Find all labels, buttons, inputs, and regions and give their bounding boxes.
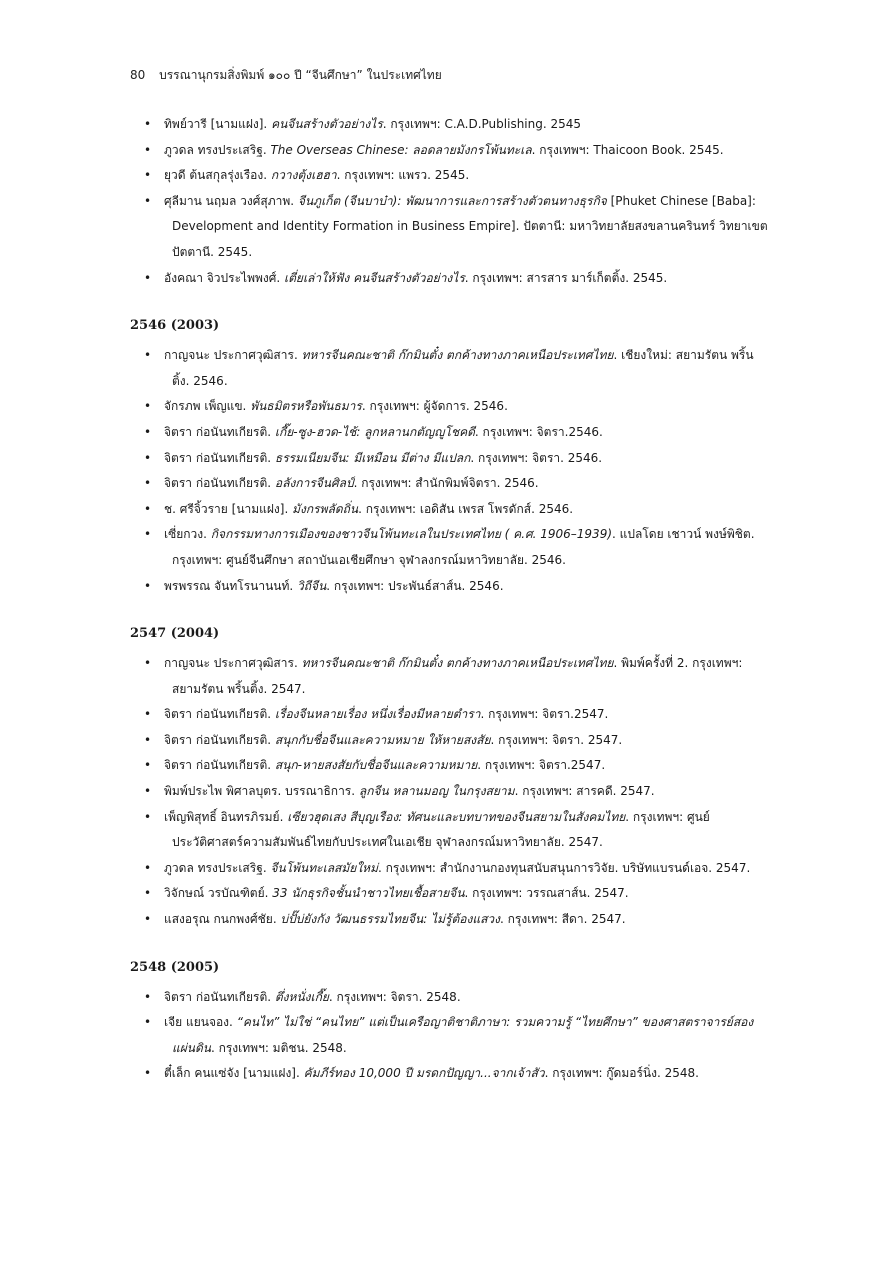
entry-title: เกี๊ย-ซูง-ฮวด-ไช้: ลูกหลานกตัญญูโชคดี [274, 424, 475, 439]
bullet-icon: • [144, 424, 152, 439]
bullet-icon: • [144, 527, 152, 542]
entry-publication: . แปลโดย เชาวน์ พงษ์พิชิต. กรุงเทพฯ: ศูนย์จีนศึกษา สถาบันเอเชียศึกษา จุฬาลงกรณ์มหาวิทยาลัย. 2546. [172, 527, 755, 567]
entry-author: ภูวดล ทรงประเสริฐ. [164, 142, 271, 157]
bibliography-section [130, 315, 770, 599]
bibliography-entry [130, 497, 770, 523]
entry-author: พรพรรณ จันทโรนานนท์. [164, 578, 298, 593]
entry-author: แสงอรุณ กนกพงศ์ชัย. [164, 912, 281, 927]
entry-publication: . กรุงเทพฯ: จิตรา.2547. [480, 707, 609, 722]
bullet-icon: • [144, 501, 152, 516]
entry-title: คนจีนสร้างตัวอย่างไร [271, 117, 383, 131]
entry-publication: . กรุงเทพฯ: ผู้จัดการ. 2546. [361, 399, 508, 414]
entry-author: เจีย แยนจอง. [164, 1015, 237, 1030]
entry-author: เพ็ญพิสุทธิ์ อินทรภิรมย์. [164, 809, 288, 824]
entry-author: จิตรา ก่อนันทเกียรติ. [164, 476, 275, 491]
entry-title: 33 นักธุรกิจชั้นนำชาวไทยเชื้อสายจีน [272, 886, 465, 901]
entry-author: กาญจนะ ประกาศวุฒิสาร. [164, 656, 302, 671]
entry-publication: . กรุงเทพฯ: แพรว. 2545. [336, 168, 470, 183]
entry-author: ยุวดี ต้นสกุลรุ่งเรือง. [164, 168, 271, 183]
entry-author: จิตรา ก่อนันทเกียรติ. [164, 450, 275, 465]
bibliography-section [130, 112, 770, 291]
entry-title: ลูกจีน หลานมอญ ในกรุงสยาม [358, 784, 515, 799]
entry-title: วิถีจีน [297, 578, 327, 593]
bibliography-entry [130, 446, 770, 472]
entry-publication: . พิมพ์ครั้งที่ 2. กรุงเทพฯ: สยามรัตน พริ้นติ้ง. 2547. [172, 656, 743, 696]
entry-publication: . กรุงเทพฯ: ประพันธ์สาส์น. 2546. [326, 578, 504, 593]
entry-title: เตี่ยเล่าให้ฟัง คนจีนสร้างตัวอย่างไร [284, 270, 465, 285]
bibliography-entry [130, 1061, 770, 1087]
entry-publication: . กรุงเทพฯ: จิตรา. 2547. [490, 732, 623, 747]
bibliography-entry [130, 163, 770, 189]
entry-title: คัมภีร์ทอง 10,000 ปี มรดกปัญญา...จากเจ้าสัว [303, 1066, 545, 1081]
bullet-icon: • [144, 193, 152, 208]
entry-list [130, 651, 770, 933]
bullet-icon: • [144, 476, 152, 491]
entry-publication: [Phuket Chinese [Baba]: Development and Identity Formation in Business Empire]. ปัตตานี: มหาวิทยาลัยสงขลานครินทร์ วิทยาเขตปัตตานี. 2545. [172, 193, 768, 259]
entry-publication: . เชียงใหม่: สยามรัตน พริ้นติ้ง. 2546. [172, 348, 754, 388]
bullet-icon: • [144, 117, 152, 131]
entry-author: จิตรา ก่อนันทเกียรติ. [164, 707, 275, 722]
bullet-icon: • [144, 399, 152, 414]
bullet-icon: • [144, 1066, 152, 1081]
bibliography-entry [130, 112, 770, 138]
bibliography-section [130, 957, 770, 1087]
entry-author: ทิพย์วารี [นามแฝง]. [164, 117, 272, 131]
entry-author: จิตรา ก่อนันทเกียรติ. [164, 989, 275, 1004]
entry-list [130, 343, 770, 599]
bibliography-entry [130, 753, 770, 779]
bibliography-entry [130, 985, 770, 1011]
entry-publication: . กรุงเทพฯ: สำนักงานกองทุนสนับสนุนการวิจัย. บริษัทแบรนด์เอจ. 2547. [378, 860, 751, 875]
entry-publication: . กรุงเทพฯ: วรรณสาส์น. 2547. [464, 886, 629, 901]
entry-title: ตึ่งหนั่งเกี๊ย [274, 989, 329, 1004]
bibliography-entry [130, 728, 770, 754]
section-heading: 2548 (2005) [130, 959, 220, 975]
entry-author: ตี๋เล็ก คนแซ่จัง [นามแฝง]. [164, 1066, 304, 1081]
entry-title: “คนไท” ไม่ใช่ “คนไทย” แต่เป็นเครือญาติชาติภาษา: รวมความรู้ “ไทยศึกษา” ของศาสตราจารย์สองแผ่นดิน [172, 1015, 754, 1055]
bullet-icon: • [144, 450, 152, 465]
entry-title: ธรรมเนียมจีน: มีเหมือน มีต่าง มีแปลก [274, 450, 471, 465]
entry-title: สนุกกับชื่อจีนและความหมาย ให้หายสงสัย [274, 732, 491, 747]
entry-author: จิตรา ก่อนันทเกียรติ. [164, 732, 275, 747]
entry-publication: . กรุงเทพฯ: กู๊ดมอร์นิ่ง. 2548. [544, 1066, 699, 1081]
bullet-icon: • [144, 912, 152, 927]
bibliography-entry [130, 702, 770, 728]
bibliography-entry [130, 805, 770, 856]
entry-publication: . กรุงเทพฯ: สารสาร มาร์เก็ตติ้ง. 2545. [464, 270, 668, 285]
entry-author: จักรภพ เพ็ญแข. [164, 399, 251, 414]
bibliography-entry [130, 651, 770, 702]
bullet-icon: • [144, 860, 152, 875]
page-number: 80 [130, 68, 146, 82]
entry-title: เรื่องจีนหลายเรื่อง หนึ่งเรื่องมีหลายตำรา [274, 707, 481, 722]
entry-author: อังคณา จิวประไพพงศ์. [164, 270, 285, 285]
bullet-icon: • [144, 270, 152, 285]
bullet-icon: • [144, 656, 152, 671]
entry-author: ช. ศรีจิ้วราย [นามแฝง]. [164, 501, 293, 516]
entry-title: กิจกรรมทางการเมืองของชาวจีนโพ้นทะเลในประเทศไทย ( ค.ศ. 1906–1939) [210, 527, 613, 542]
section-heading: 2546 (2003) [130, 318, 220, 334]
entry-publication: . กรุงเทพฯ: Thaicoon Book. 2545. [531, 142, 724, 157]
entry-title: จีนโพ้นทะเลสมัยใหม่ [270, 860, 379, 875]
bullet-icon: • [144, 1015, 152, 1030]
bullet-icon: • [144, 168, 152, 183]
bibliography-entry [130, 907, 770, 933]
running-header [130, 66, 442, 85]
bibliography-entry [130, 1010, 770, 1061]
entry-author: ศุลีมาน นฤมล วงศ์สุภาพ. [164, 193, 298, 208]
entry-author: เซี่ยกวง. [164, 527, 211, 542]
entry-title: ทหารจีนคณะชาติ ก๊กมินตั๋ง ตกค้างทางภาคเหนือประเทศไทย [301, 348, 614, 363]
bibliography-body [130, 112, 770, 1111]
bibliography-entry [130, 779, 770, 805]
bibliography-section [130, 623, 770, 933]
bullet-icon: • [144, 578, 152, 593]
entry-publication: . กรุงเทพฯ: เอดิสัน เพรส โพรดักส์. 2546. [358, 501, 574, 516]
bibliography-entry [130, 420, 770, 446]
entry-title: สนุก-หายสงสัยกับชื่อจีนและความหมาย [274, 758, 478, 773]
entry-publication: . กรุงเทพฯ: สีดา. 2547. [500, 912, 626, 927]
bibliography-entry [130, 343, 770, 394]
entry-publication: . กรุงเทพฯ: C.A.D.Publishing. 2545 [382, 117, 582, 131]
bibliography-entry [130, 856, 770, 882]
entry-author: จิตรา ก่อนันทเกียรติ. [164, 424, 275, 439]
entry-publication: . กรุงเทพฯ: จิตรา.2547. [477, 758, 606, 773]
entry-publication: . กรุงเทพฯ: มติชน. 2548. [210, 1040, 347, 1055]
bullet-icon: • [144, 784, 152, 799]
bibliography-entry [130, 266, 770, 292]
entry-list [130, 985, 770, 1087]
bibliography-entry [130, 138, 770, 164]
entry-title: กวางตุ้งเฮฮา [270, 168, 337, 183]
bullet-icon: • [144, 707, 152, 722]
entry-author: วิจักษณ์ วรบัณฑิตย์. [164, 886, 273, 901]
bullet-icon: • [144, 348, 152, 363]
bibliography-entry [130, 522, 770, 573]
bullet-icon: • [144, 732, 152, 747]
bibliography-entry [130, 189, 770, 266]
entry-publication: . กรุงเทพฯ: จิตรา.2546. [474, 424, 603, 439]
entry-title: อลังการจีนศิลป์ [274, 476, 354, 491]
running-title: บรรณานุกรมสิ่งพิมพ์ ๑๐๐ ปี “จีนศึกษา” ในประเทศไทย [159, 68, 442, 82]
bibliography-entry [130, 574, 770, 600]
entry-publication: . กรุงเทพฯ: ศูนย์ประวัติศาสตร์ความสัมพันธ์ไทยกับประเทศในเอเชีย จุฬาลงกรณ์มหาวิทยาลัย. 2547. [172, 809, 710, 850]
bullet-icon: • [144, 989, 152, 1004]
entry-title: เซียวฮุดเสง สีบุญเรือง: ทัศนะและบทบาทของจีนสยามในสังคมไทย [287, 809, 626, 824]
entry-list [130, 112, 770, 291]
section-heading: 2547 (2004) [130, 626, 220, 642]
entry-author: ภูวดล ทรงประเสริฐ. [164, 860, 271, 875]
bullet-icon: • [144, 758, 152, 773]
entry-author: จิตรา ก่อนันทเกียรติ. [164, 758, 275, 773]
entry-title: ทหารจีนคณะชาติ ก๊กมินตั๋ง ตกค้างทางภาคเหนือประเทศไทย [301, 656, 614, 671]
entry-publication: . กรุงเทพฯ: จิตรา. 2546. [470, 450, 603, 465]
entry-title: พันธมิตรหรือพันธมาร [250, 399, 362, 414]
entry-title: บ่ปั๊บ่ยังกัง วัฒนธรรมไทยจีน: ไม่รู้ต้องแสวง [280, 912, 501, 927]
entry-author: กาญจนะ ประกาศวุฒิสาร. [164, 348, 302, 363]
entry-title: จีนภูเก็ต (จีนบาบ๋า): พัฒนาการและการสร้างตัวตนทางธุรกิจ [297, 193, 607, 208]
entry-publication: . กรุงเทพฯ: สำนักพิมพ์จิตรา. 2546. [353, 476, 539, 491]
bibliography-entry [130, 881, 770, 907]
entry-publication: . กรุงเทพฯ: สารคดี. 2547. [514, 784, 655, 799]
bullet-icon: • [144, 809, 152, 824]
bibliography-entry [130, 471, 770, 497]
entry-author: พิมพ์ประไพ พิศาลบุตร. บรรณาธิการ. [164, 784, 359, 799]
bullet-icon: • [144, 886, 152, 901]
entry-publication: . กรุงเทพฯ: จิตรา. 2548. [328, 989, 461, 1004]
bibliography-entry [130, 394, 770, 420]
bullet-icon: • [144, 142, 152, 157]
entry-title: The Overseas Chinese: ลอดลายมังกรโพ้นทะเล [270, 142, 532, 157]
entry-title: มังกรพลัดถิ่น [292, 501, 359, 516]
